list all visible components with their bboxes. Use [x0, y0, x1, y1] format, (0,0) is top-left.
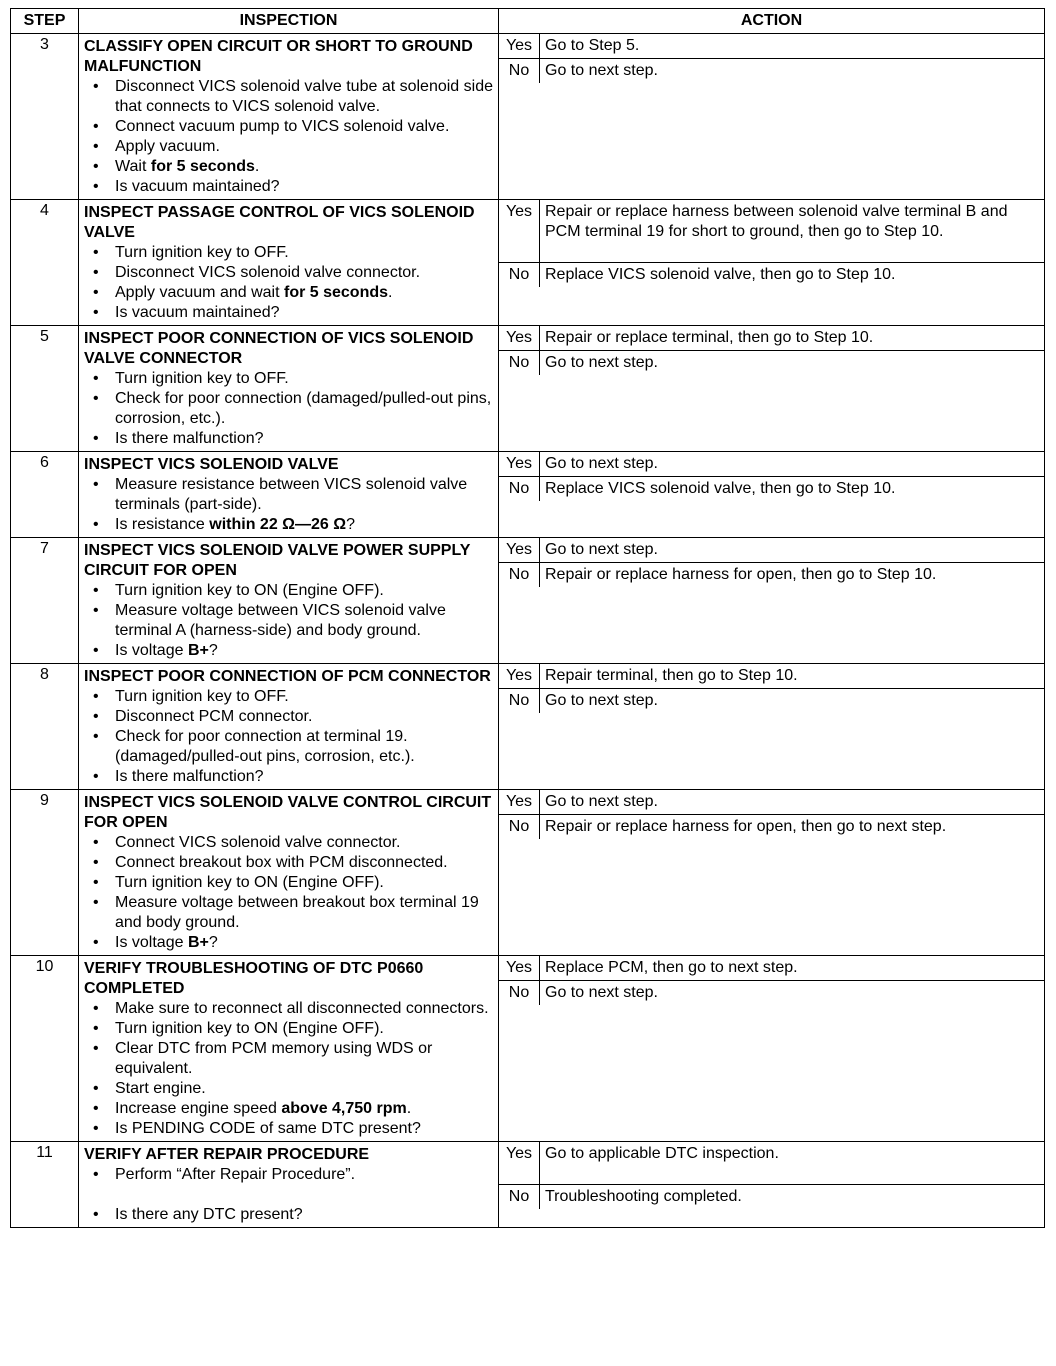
- list-item-suffix: .: [254, 158, 260, 175]
- list-item-emphasis: within 22 Ω—26 Ω: [209, 516, 347, 533]
- table-row: [11, 538, 1045, 664]
- list-item-emphasis: for 5 seconds: [150, 158, 255, 175]
- list-item-text: Clear DTC from PCM memory using WDS or equivalent.: [115, 1040, 433, 1077]
- list-item: [115, 243, 494, 263]
- yes-label: Yes: [499, 326, 540, 351]
- yes-label: Yes: [499, 956, 540, 981]
- inspection-list: [84, 475, 494, 535]
- yes-action-text: Go to next step.: [540, 790, 1045, 815]
- list-item-text: Turn ignition key to ON (Engine OFF).: [115, 1020, 384, 1037]
- yes-label: Yes: [499, 664, 540, 689]
- yes-action-text: Repair or replace harness between solenoid valve terminal B and PCM terminal 19 for short to ground, then go to Step 10.: [540, 200, 1045, 262]
- inspection-title: VERIFY TROUBLESHOOTING OF DTC P0660 COMPLETED: [84, 960, 424, 997]
- no-action-text: Repair or replace harness for open, then go to Step 10.: [540, 563, 1045, 588]
- list-item: [115, 515, 494, 535]
- list-item: [115, 369, 494, 389]
- yes-result-row: [499, 790, 1044, 815]
- step-number: 3: [11, 34, 79, 200]
- list-item: [115, 999, 494, 1019]
- list-item: [115, 767, 494, 787]
- troubleshooting-document: [10, 8, 1044, 1228]
- list-item-text: Perform “After Repair Procedure”.: [115, 1166, 356, 1183]
- list-item-emphasis: B+: [187, 934, 209, 951]
- list-item: [115, 283, 494, 303]
- inspection-cell: [79, 790, 499, 956]
- list-item: [115, 601, 494, 641]
- list-item-text: Check for poor connection at terminal 19. (damaged/pulled-out pins, corrosion, etc.).: [115, 728, 415, 765]
- list-item-suffix: ?: [346, 516, 355, 533]
- table-row: [11, 200, 1045, 326]
- no-label: No: [499, 477, 540, 502]
- yes-result-row: [499, 1142, 1044, 1184]
- yes-result-row: [499, 538, 1044, 563]
- no-label: No: [499, 981, 540, 1006]
- list-item: [115, 1205, 494, 1225]
- table-row: [11, 34, 1045, 200]
- inspection-cell: [79, 326, 499, 452]
- yes-action-text: Repair or replace terminal, then go to Step 10.: [540, 326, 1045, 351]
- list-item-text: Is there malfunction?: [115, 768, 264, 785]
- action-cell: [499, 326, 1045, 452]
- list-item-text: Is there any DTC present?: [115, 1206, 303, 1223]
- yes-action-text: Go to Step 5.: [540, 34, 1045, 59]
- no-action-text: Go to next step.: [540, 981, 1045, 1006]
- header-action: ACTION: [499, 9, 1045, 34]
- list-item: [115, 853, 494, 873]
- table-row: [11, 790, 1045, 956]
- list-item-text: Connect breakout box with PCM disconnected.: [115, 854, 448, 871]
- action-results: [499, 34, 1044, 83]
- list-item-text: Check for poor connection (damaged/pulled-out pins, corrosion, etc.).: [115, 390, 492, 427]
- list-item: [115, 581, 494, 601]
- yes-label: Yes: [499, 1142, 540, 1184]
- list-item-text: Start engine.: [115, 1080, 206, 1097]
- no-label: No: [499, 1184, 540, 1209]
- no-action-text: Troubleshooting completed.: [540, 1184, 1045, 1209]
- inspection-list: [84, 1165, 494, 1225]
- step-number: 5: [11, 326, 79, 452]
- yes-action-text: Go to next step.: [540, 452, 1045, 477]
- no-result-row: [499, 563, 1044, 588]
- list-item-suffix: ?: [208, 934, 218, 951]
- yes-action-text: Replace PCM, then go to next step.: [540, 956, 1045, 981]
- yes-label: Yes: [499, 790, 540, 815]
- inspection-list: [84, 999, 494, 1139]
- table-row: [11, 1142, 1045, 1228]
- step-number: 4: [11, 200, 79, 326]
- inspection-title: INSPECT POOR CONNECTION OF VICS SOLENOID VALVE CONNECTOR: [84, 330, 474, 367]
- list-item-text: Apply vacuum.: [115, 138, 220, 155]
- inspection-title: INSPECT PASSAGE CONTROL OF VICS SOLENOID VALVE: [84, 204, 475, 241]
- yes-result-row: [499, 452, 1044, 477]
- list-item-text: Disconnect VICS solenoid valve tube at solenoid side that connects to VICS solenoid valve.: [115, 78, 493, 115]
- no-result-row: [499, 477, 1044, 502]
- list-item-text: Is vacuum maintained?: [115, 178, 280, 195]
- inspection-title: VERIFY AFTER REPAIR PROCEDURE: [84, 1146, 370, 1163]
- list-item: [115, 157, 494, 177]
- inspection-list: [84, 77, 494, 197]
- yes-result-row: [499, 34, 1044, 59]
- inspection-list: [84, 243, 494, 323]
- list-item-text: Measure voltage between VICS solenoid valve terminal A (harness-side) and body ground.: [115, 602, 446, 639]
- table-header-row: [11, 9, 1045, 34]
- no-result-row: [499, 689, 1044, 714]
- list-item-text: Make sure to reconnect all disconnected connectors.: [115, 1000, 489, 1017]
- step-number: 8: [11, 664, 79, 790]
- no-action-text: Go to next step.: [540, 351, 1045, 376]
- inspection-list: [84, 833, 494, 953]
- inspection-title: INSPECT POOR CONNECTION OF PCM CONNECTOR: [84, 668, 491, 685]
- list-item: [115, 1039, 494, 1079]
- list-item: [115, 707, 494, 727]
- action-results: [499, 538, 1044, 587]
- step-number: 11: [11, 1142, 79, 1228]
- list-item-text: Disconnect VICS solenoid valve connector.: [115, 264, 421, 281]
- step-number: 9: [11, 790, 79, 956]
- step-number: 6: [11, 452, 79, 538]
- list-item-text: Turn ignition key to ON (Engine OFF).: [115, 582, 384, 599]
- list-item-text: Connect vacuum pump to VICS solenoid valve.: [115, 118, 450, 135]
- action-results: [499, 956, 1044, 1005]
- list-item-text: Turn ignition key to OFF.: [115, 244, 289, 261]
- list-item: [115, 177, 494, 197]
- no-label: No: [499, 815, 540, 840]
- yes-result-row: [499, 664, 1044, 689]
- list-item: [115, 1119, 494, 1139]
- inspection-list: [84, 369, 494, 449]
- action-cell: [499, 538, 1045, 664]
- table-row: [11, 664, 1045, 790]
- header-inspection: INSPECTION: [79, 9, 499, 34]
- no-label: No: [499, 59, 540, 84]
- list-item-text: Turn ignition key to OFF.: [115, 688, 289, 705]
- yes-action-text: Go to next step.: [540, 538, 1045, 563]
- inspection-cell: [79, 200, 499, 326]
- inspection-table: [10, 8, 1045, 1228]
- list-item: [115, 687, 494, 707]
- list-item-emphasis: for 5 seconds: [283, 284, 389, 301]
- step-number: 10: [11, 956, 79, 1142]
- list-item: [115, 429, 494, 449]
- action-results: [499, 452, 1044, 501]
- action-results: [499, 790, 1044, 839]
- list-item: [115, 117, 494, 137]
- no-label: No: [499, 689, 540, 714]
- list-item: [115, 1079, 494, 1099]
- header-step: STEP: [11, 9, 79, 34]
- action-cell: [499, 790, 1045, 956]
- no-label: No: [499, 351, 540, 376]
- yes-label: Yes: [499, 452, 540, 477]
- yes-label: Yes: [499, 34, 540, 59]
- list-item-suffix: .: [406, 1100, 412, 1117]
- action-results: [499, 326, 1044, 375]
- list-item-text: Is resistance: [115, 516, 210, 533]
- no-result-row: [499, 59, 1044, 84]
- list-item-text: Measure voltage between breakout box terminal 19 and body ground.: [115, 894, 479, 931]
- list-item-suffix: ?: [208, 642, 218, 659]
- inspection-title: CLASSIFY OPEN CIRCUIT OR SHORT TO GROUND MALFUNCTION: [84, 38, 473, 75]
- list-item-text: Measure resistance between VICS solenoid valve terminals (part-side).: [115, 476, 468, 513]
- action-cell: [499, 34, 1045, 200]
- inspection-list: [84, 687, 494, 787]
- inspection-cell: [79, 34, 499, 200]
- no-result-row: [499, 262, 1044, 287]
- no-label: No: [499, 262, 540, 287]
- list-item: [115, 933, 494, 953]
- list-item-text: Is vacuum maintained?: [115, 304, 280, 321]
- list-item: [115, 389, 494, 429]
- table-row: [11, 452, 1045, 538]
- table-row: [11, 326, 1045, 452]
- list-item: [115, 1019, 494, 1039]
- no-result-row: [499, 351, 1044, 376]
- list-item-suffix: .: [388, 284, 393, 301]
- list-item: [115, 1099, 494, 1119]
- table-body: [11, 34, 1045, 1228]
- inspection-title: INSPECT VICS SOLENOID VALVE CONTROL CIRCUIT FOR OPEN: [84, 794, 492, 831]
- list-item: [115, 893, 494, 933]
- list-item: [115, 475, 494, 515]
- list-item-text: Connect VICS solenoid valve connector.: [115, 834, 401, 851]
- yes-result-row: [499, 326, 1044, 351]
- list-item-text: Is PENDING CODE of same DTC present?: [115, 1120, 421, 1137]
- step-number: 7: [11, 538, 79, 664]
- list-item-text: Wait: [115, 158, 151, 175]
- no-action-text: Replace VICS solenoid valve, then go to Step 10.: [540, 477, 1045, 502]
- list-item: [115, 833, 494, 853]
- no-action-text: Go to next step.: [540, 59, 1045, 84]
- yes-action-text: Repair terminal, then go to Step 10.: [540, 664, 1045, 689]
- list-item-text: Is there malfunction?: [115, 430, 264, 447]
- action-cell: [499, 1142, 1045, 1228]
- list-item: [115, 1165, 494, 1185]
- list-item: [115, 137, 494, 157]
- action-results: [499, 200, 1044, 287]
- list-item-emphasis: above 4,750 rpm: [281, 1100, 407, 1117]
- inspection-cell: [79, 452, 499, 538]
- action-cell: [499, 664, 1045, 790]
- table-row: [11, 956, 1045, 1142]
- list-item-text: Turn ignition key to OFF.: [115, 370, 289, 387]
- action-results: [499, 664, 1044, 713]
- list-item: [115, 727, 494, 767]
- yes-action-text: Go to applicable DTC inspection.: [540, 1142, 1045, 1184]
- list-item-text: Increase engine speed: [115, 1100, 282, 1117]
- yes-label: Yes: [499, 538, 540, 563]
- no-action-text: Go to next step.: [540, 689, 1045, 714]
- list-item: [115, 263, 494, 283]
- action-cell: [499, 956, 1045, 1142]
- yes-result-row: [499, 956, 1044, 981]
- inspection-cell: [79, 956, 499, 1142]
- list-item: [115, 77, 494, 117]
- inspection-cell: [79, 1142, 499, 1228]
- no-result-row: [499, 981, 1044, 1006]
- list-item-text: Is voltage: [115, 642, 188, 659]
- list-item-emphasis: B+: [187, 642, 209, 659]
- yes-result-row: [499, 200, 1044, 262]
- no-label: No: [499, 563, 540, 588]
- list-item: [115, 641, 494, 661]
- inspection-list: [84, 581, 494, 661]
- no-result-row: [499, 815, 1044, 840]
- inspection-cell: [79, 538, 499, 664]
- list-item-text: Apply vacuum and wait: [115, 284, 284, 301]
- inspection-title: INSPECT VICS SOLENOID VALVE: [84, 456, 339, 473]
- action-cell: [499, 452, 1045, 538]
- yes-label: Yes: [499, 200, 540, 262]
- no-result-row: [499, 1184, 1044, 1209]
- action-cell: [499, 200, 1045, 326]
- list-item-text: Is voltage: [115, 934, 188, 951]
- inspection-title: INSPECT VICS SOLENOID VALVE POWER SUPPLY CIRCUIT FOR OPEN: [84, 542, 471, 579]
- list-item-text: Turn ignition key to ON (Engine OFF).: [115, 874, 384, 891]
- no-action-text: Repair or replace harness for open, then go to next step.: [540, 815, 1045, 840]
- inspection-cell: [79, 664, 499, 790]
- list-item: [115, 303, 494, 323]
- no-action-text: Replace VICS solenoid valve, then go to Step 10.: [540, 262, 1045, 287]
- action-results: [499, 1142, 1044, 1209]
- list-item: [115, 873, 494, 893]
- list-item-text: Disconnect PCM connector.: [115, 708, 313, 725]
